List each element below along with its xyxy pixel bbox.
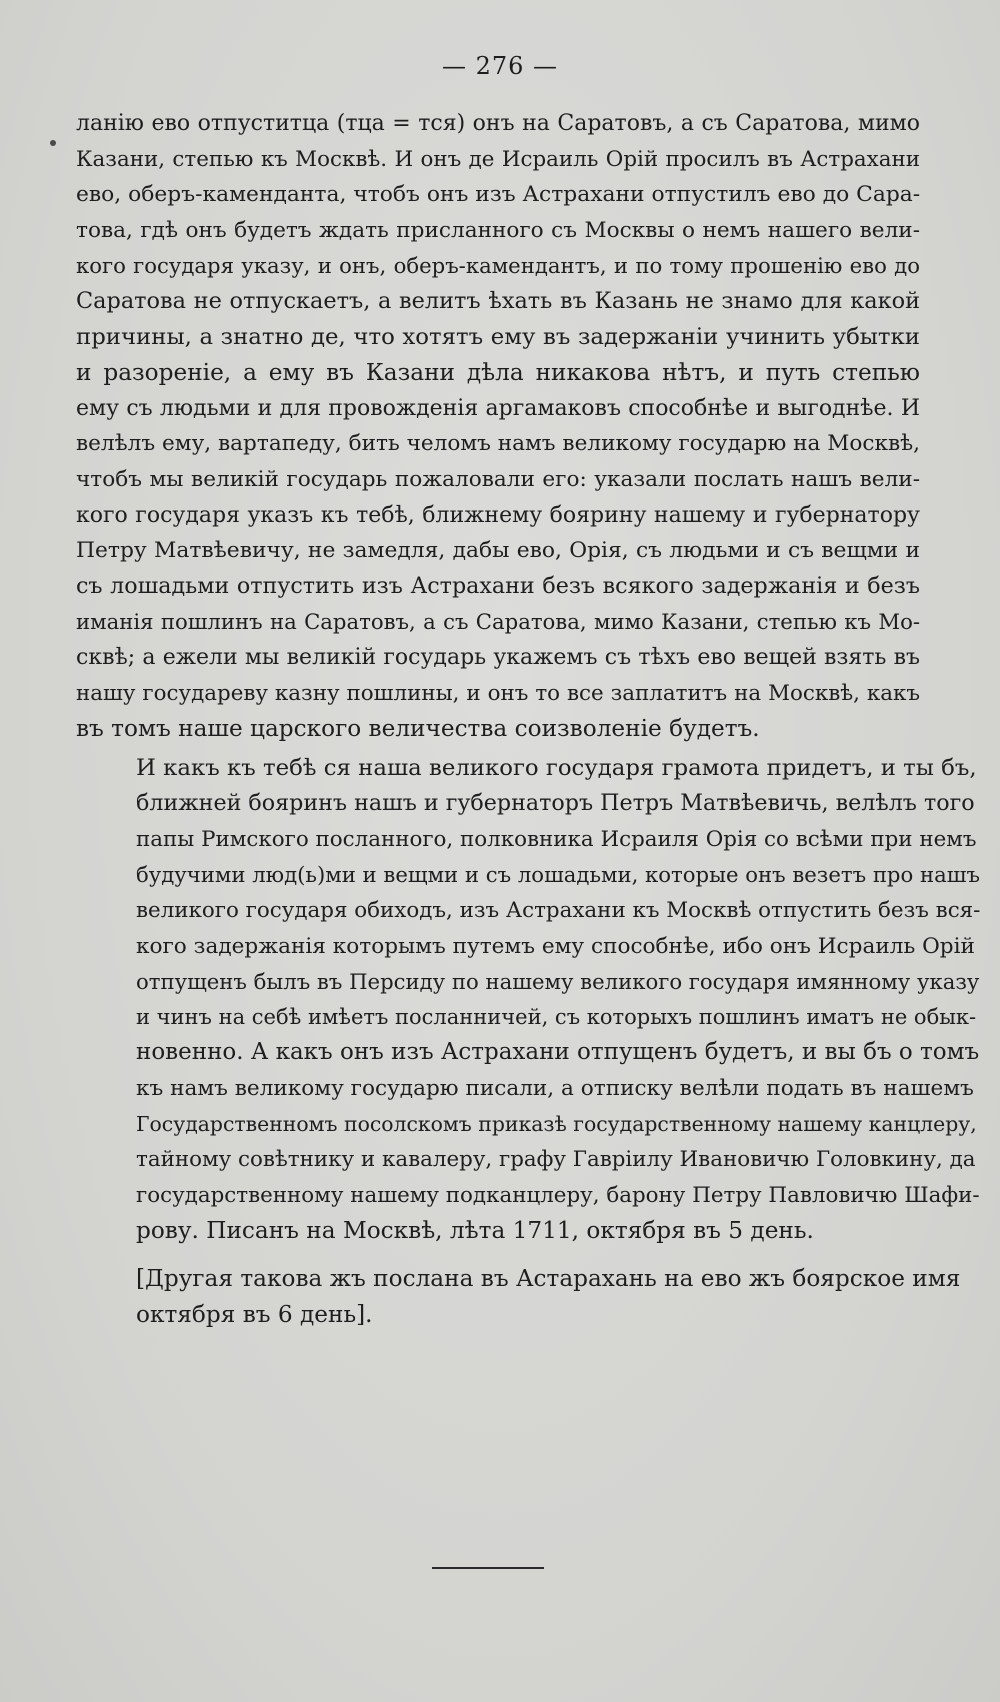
text-line: папы Римского посланного, полковника Исраиля Орія со всѣми при немъ — [136, 826, 977, 852]
text-line: кого государя указъ къ тебѣ, ближнему боярину нашему и губернатору — [76, 502, 920, 528]
text-line: ему съ людьми и для провожденія аргамаковъ способнѣе и выгоднѣе. И — [76, 395, 920, 421]
text-line: новенно. А какъ онъ изъ Астрахани отпущенъ будетъ, и вы бъ о томъ — [136, 1039, 980, 1066]
text-line: кого государя указу, и онъ, оберъ-камендантъ, и по тому прошенію ево до — [76, 253, 920, 279]
text-line: будучими люд(ь)ми и вещми и съ лошадьми, которые онъ везетъ про нашъ — [136, 862, 980, 888]
text-line: сквѣ; а ежели мы великій государь укажемъ съ тѣхъ ево вещей взять въ — [76, 644, 920, 670]
body-text — [76, 106, 981, 1332]
text-line: отпущенъ былъ въ Персиду по нашему великого государя имянному указу — [136, 969, 980, 995]
closing-rule — [432, 1567, 544, 1569]
text-line: кого задержанія которымъ путемъ ему способнѣе, ибо онъ Исраиль Орій — [136, 933, 975, 959]
text-line: и разореніе, а ему въ Казани дѣла никакова нѣтъ, и путь степью — [76, 359, 920, 387]
text-line: ближней бояринъ нашъ и губернаторъ Петръ Матвѣевичь, велѣлъ того — [136, 790, 975, 817]
text-line: И какъ къ тебѣ ся наша великого государя грамота придетъ, и ты бъ, — [136, 754, 977, 781]
text-line: Государственномъ посолскомъ приказѣ государственному нашему канцлеру, — [136, 1111, 977, 1136]
text-line: октября въ 6 день]. — [136, 1300, 373, 1328]
text-line: Петру Матвѣевичу, не замедля, дабы ево, Орія, съ людьми и съ вещми и — [76, 538, 920, 564]
paragraph-1 — [76, 106, 920, 747]
text-line: [Другая такова жъ послана въ Астарахань на ево жъ боярское имя — [136, 1265, 961, 1292]
text-line: государственному нашему подканцлеру, барону Петру Павловичю Шафи- — [136, 1182, 980, 1208]
ink-speck — [50, 140, 56, 146]
text-line: въ томъ наше царского величества соизволеніе будетъ. — [76, 715, 760, 743]
text-line: ево, оберъ-камендантa, чтобъ онъ изъ Астрахани отпустилъ ево до Сара- — [76, 182, 921, 208]
text-line: това, гдѣ онъ будетъ ждать присланного съ Москвы о немъ нашего вели- — [76, 217, 920, 243]
text-line: причины, а знатно де, что хотятъ ему въ задержаніи учинить убытки — [76, 323, 920, 350]
text-line: Казани, степью къ Москвѣ. И онъ де Исраиль Орій просилъ въ Астрахани — [76, 146, 920, 172]
page-number: — 276 — — [441, 52, 559, 80]
text-line: велѣлъ ему, вартапеду, бить челомъ намъ великому государю на Москвѣ, — [76, 431, 920, 457]
text-line: великого государя обиходъ, изъ Астрахани къ Москвѣ отпустить безъ вся- — [136, 898, 981, 924]
text-line: Саратова не отпускаетъ, а велитъ ѣхать въ Казань не знамо для какой — [76, 287, 920, 314]
text-line: рову. Писанъ на Москвѣ, лѣта 1711, октября въ 5 день. — [136, 1217, 814, 1245]
paragraph-3 — [76, 1261, 961, 1332]
text-line: нашу государеву казну пошлины, и онъ то все заплатитъ на Москвѣ, какъ — [76, 680, 920, 706]
text-line: тайному совѣтнику и кавалеру, графу Гавріилу Ивановичю Головкину, да — [136, 1147, 976, 1173]
text-line: и чинъ на себѣ имѣетъ посланничей, съ которыхъ пошлинъ иматъ не обык- — [136, 1004, 977, 1029]
text-line: съ лошадьми отпустить изъ Астрахани безъ всякого задержанія и безъ — [76, 572, 920, 599]
text-line: къ намъ великому государю писали, а отписку велѣли подать въ нашемъ — [136, 1076, 974, 1102]
text-line: иманія пошлинъ на Саратовъ, а съ Саратова, мимо Казани, степью къ Мо- — [76, 609, 920, 635]
text-line: чтобъ мы великій государь пожаловали его: указали послать нашъ вели- — [76, 466, 920, 492]
paragraph-2 — [76, 751, 981, 1249]
text-line: ланію ево отпуститца (тца = тся) онъ на Саратовъ, а съ Саратова, мимо — [76, 111, 920, 136]
